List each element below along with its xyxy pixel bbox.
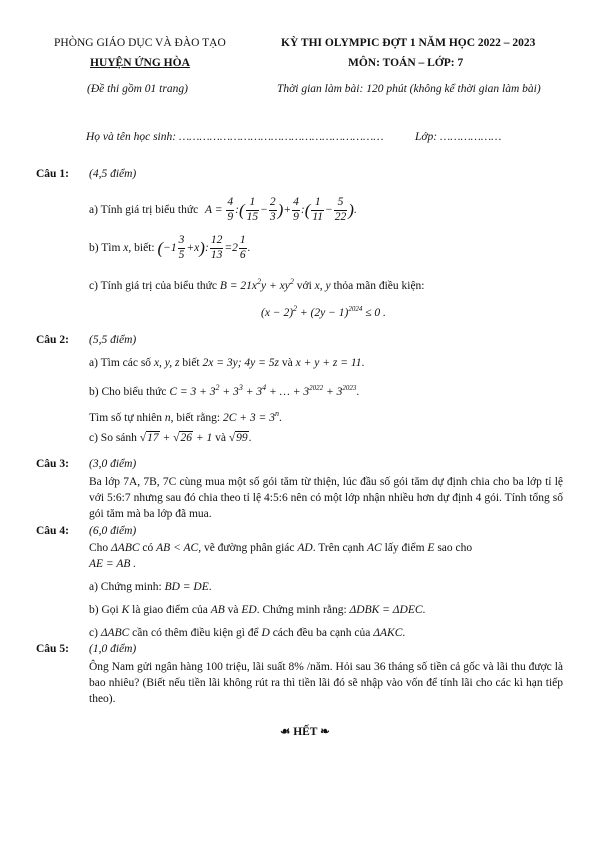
q4b-line: b) Gọi K là giao điểm của AB và ED. Chứng minh rằng: ΔDBK = ΔDEC.	[89, 604, 426, 616]
q1b-formula: (−1 $\frac{3}{5}$ +x): $\frac{12}{13}$ =2 $\frac{1}{6}$ .	[157, 234, 251, 261]
q2a-text2: biết	[182, 357, 200, 369]
q2b-line: b) Cho biểu thức $C = 3 + 3^2 + 3^3 + 3^4$ + … + $3^{2022} + 3^{2023}$.	[89, 383, 360, 398]
q4b-text4: . Chứng minh rằng:	[256, 604, 347, 616]
end-text: HẾT	[293, 726, 318, 738]
q4-intro1: Cho	[89, 542, 109, 554]
q1-points: (4,5 điểm)	[89, 168, 137, 180]
q3-body: Ba lớp 7A, 7B, 7C cùng mua một số gói tăm từ thiện, lúc đầu số gói tăm dự định chia cho ba lớp tỉ lệ với 5:6:7 nhưng sau đó chia theo tỉ lệ 4:5:6 nên có một lớp nhận nhiều hơn dự định 4 gói. Tính tổng số gói tăm mà ba lớp đã mua.	[89, 476, 563, 520]
q2b2-text2: , biết rằng:	[170, 411, 221, 424]
q1a-text: a) Tính giá trị biểu thức	[89, 204, 199, 216]
q5-body: Ông Nam gửi ngân hàng 100 triệu, lãi suất 8% /năm. Hỏi sau 36 tháng số tiền cả gốc và lãi thu được là bao nhiêu? (Biết nếu tiền lãi không rút ra thì tiền lãi đó sẽ nhập vào vốn để tính lãi cho các kì hạn tiếp theo).	[89, 661, 563, 705]
ornament-right-icon: ❧	[320, 726, 330, 738]
q2b2-text: Tìm số tự nhiên	[89, 411, 162, 424]
q1c-text3: thỏa mãn điều kiện:	[333, 279, 425, 292]
district-name: HUYỆN ỨNG HÒA	[90, 57, 190, 69]
q1c-line: c) Tính giá trị của biểu thức $B = 21x^2y + xy^2$ với x, y thỏa mãn điều kiện:	[89, 277, 425, 292]
student-name-line: Họ và tên học sinh: ……………………………………………………	[86, 131, 384, 143]
q1c-condition: $(x - 2)^2 + (2y - 1)^{2024} \le 0$ .	[261, 304, 386, 319]
q4c-line: c) ΔABC cần có thêm điều kiện gì để D cách đều ba cạnh của ΔAKC.	[89, 627, 406, 639]
q4c-text: c)	[89, 627, 98, 639]
q4b-text3: và	[227, 604, 239, 616]
exam-title: KỲ THI OLYMPIC ĐỢT 1 NĂM HỌC 2022 – 2023	[281, 37, 536, 49]
q1b-line: b) Tìm x, biết: (−1 $\frac{3}{5}$ +x): $\frac{12}{13}$ =2 $\frac{1}{6}$ .	[89, 234, 251, 261]
page-count-note: (Đề thi gồm 01 trang)	[87, 83, 188, 95]
q2a-line: a) Tìm các số x, y, z biết 2x = 3y; 4y = 5z và x + y + z = 11.	[89, 357, 365, 369]
q4-label: Câu 4:	[36, 525, 69, 537]
q4-intro2: có	[142, 542, 154, 554]
q4-intro-line2: AE = AB .	[89, 558, 137, 570]
department-name: PHÒNG GIÁO DỤC VÀ ĐÀO TẠO	[54, 37, 226, 49]
q1c-text2: với	[296, 279, 312, 292]
q4-intro3: , vẽ đường phân giác	[198, 542, 295, 554]
q4c-text2: cần có thêm điều kiện gì để	[132, 627, 259, 639]
ornament-left-icon: ☙	[280, 726, 291, 738]
q1b-text2: , biết:	[128, 242, 155, 254]
q4b-text2: là giao điểm của	[132, 604, 208, 616]
q2-points: (5,5 điểm)	[89, 334, 137, 346]
q4c-text3: cách đều ba cạnh của	[272, 627, 371, 639]
q4a-line: a) Chứng minh: BD = DE.	[89, 581, 212, 593]
q4-points: (6,0 điểm)	[89, 525, 137, 537]
q4-intro5: lấy điểm	[384, 542, 425, 554]
q2a-text3: và	[281, 357, 293, 369]
q5-label: Câu 5:	[36, 643, 69, 655]
q2c-line: c) So sánh √17 + √26 + 1 và √99.	[89, 432, 252, 444]
time-note: Thời gian làm bài: 120 phút (không kể thời gian làm bài)	[277, 83, 541, 95]
subject-line: MÔN: TOÁN – LỚP: 7	[348, 57, 464, 69]
q2b-text: b) Cho biểu thức	[89, 385, 167, 398]
q1a-formula: A = $\frac{4}{9}$ :( $\frac{1}{15}$ − $\frac{2}{3}$ )+ $\frac{4}{9}$ :( $\frac{1}{11}$ − $\frac{5}{22}$ ).	[205, 196, 357, 223]
q1c-text: c) Tính giá trị của biểu thức	[89, 279, 218, 292]
q4-intro4: . Trên cạnh	[312, 542, 365, 554]
q1a-line	[89, 195, 357, 225]
q4b-text: b) Gọi	[89, 604, 119, 616]
q1b-text: b) Tìm	[89, 242, 121, 254]
q4a-text: a) Chứng minh:	[89, 581, 162, 593]
q4-intro6: sao cho	[437, 542, 473, 554]
q2a-text: a) Tìm các số	[89, 357, 152, 369]
q3-label: Câu 3:	[36, 458, 69, 470]
q2b2-line: Tìm số tự nhiên n, biết rằng: $2C + 3 = 3^n$.	[89, 409, 282, 424]
end-marker	[280, 724, 330, 738]
q2-label: Câu 2:	[36, 334, 69, 346]
q4-intro-line1: Cho ΔABC có AB < AC, vẽ đường phân giác AD. Trên cạnh AC lấy điểm E sao cho	[89, 542, 473, 554]
class-line: Lớp: ………………	[415, 131, 502, 143]
q2c-text2: và	[215, 432, 226, 444]
q5-points: (1,0 điểm)	[89, 643, 137, 655]
q2c-text: c) So sánh	[89, 432, 137, 444]
q3-points: (3,0 điểm)	[89, 458, 137, 470]
q1-label: Câu 1:	[36, 168, 69, 180]
